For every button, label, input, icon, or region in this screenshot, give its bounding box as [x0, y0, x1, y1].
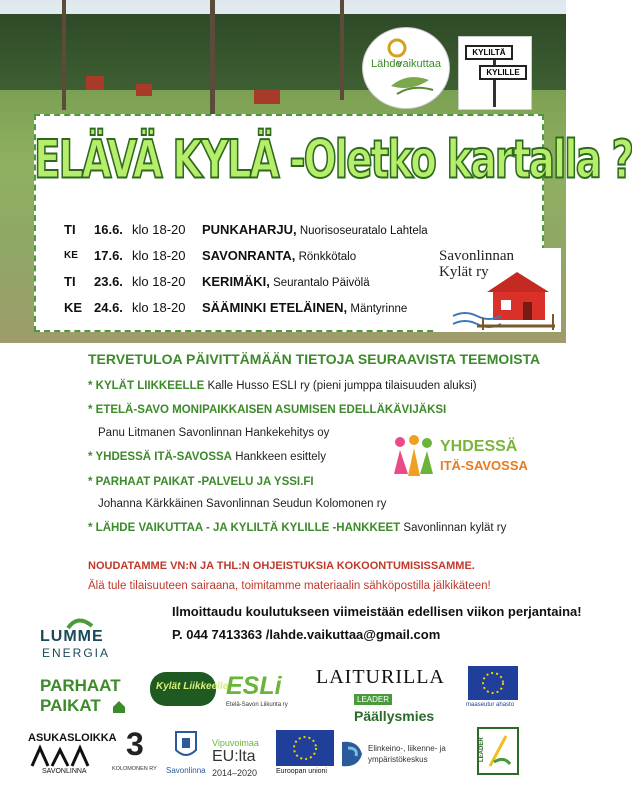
yhdessa-ita-savossa-logo [390, 434, 550, 480]
topic-text: Panu Litmanen Savonlinnan Hankekehitys oy [98, 427, 330, 439]
topic-line [98, 427, 329, 439]
event-time: klo 18-20 [132, 274, 186, 289]
registration-text: Ilmoittaudu koulutukseen viimeistään edellisen viikon perjantaina! [172, 604, 582, 619]
eu-flag-icon [464, 666, 522, 700]
welcome-heading: TERVETULOA PÄIVITTÄMÄÄN TIETOJA SEURAAVISTA TEEMOISTA [88, 351, 541, 367]
people-icon [390, 434, 436, 480]
topic-text: Johanna Kärkkäinen Savonlinnan Seudun Kolomonen ry [98, 498, 387, 510]
logo-text: Päällysmies [354, 708, 435, 724]
topic-text: Savonlinnan kylät ry [400, 522, 507, 534]
event-place: SÄÄMINKI ETELÄINEN, [202, 300, 348, 315]
event-row [56, 296, 456, 322]
kylat-liikkeelle-logo [150, 672, 229, 706]
logo-text: PARHAAT [40, 676, 121, 695]
logo-text: LUMME [40, 628, 104, 645]
event-day: KE [64, 250, 78, 261]
event-row [56, 270, 456, 296]
topic-title: * KYLÄT LIIKKEELLE [88, 380, 205, 392]
logo-text: SAVONLINNA [42, 768, 87, 775]
topic-text: Kalle Husso ESLI ry (pieni jumppa tilaisuuden aluksi) [204, 380, 477, 392]
logo-text: ITÄ-SAVOSSA [440, 458, 528, 473]
logo-text: ASUKASLOIKKA [28, 732, 117, 744]
kylilta-kylille-logo [458, 36, 532, 110]
event-row [56, 218, 456, 244]
topic-line [98, 498, 386, 510]
event-time: klo 18-20 [132, 248, 186, 263]
event-date: 24.6. [94, 300, 123, 315]
topic-line [88, 404, 446, 416]
logo-text: vaikuttaa [397, 58, 442, 70]
red-barn [254, 90, 280, 104]
savonlinna-city-logo [166, 730, 206, 778]
topic-line [88, 451, 326, 463]
logo-text: Etelä-Savon Liikunta ry [226, 702, 288, 708]
logo-text: EU:lta [212, 748, 256, 765]
eu-flag-icon [276, 730, 334, 766]
logo-text: KOLOMONEN RY [112, 766, 157, 772]
logo-text: LEADER [354, 694, 392, 705]
paallysmies-logo [354, 694, 454, 728]
logo-text: Elinkeino-, liikenne- ja [368, 744, 446, 753]
logo-text: maaseutur ahasto [466, 702, 515, 708]
parhaat-paikat-logo [40, 676, 132, 716]
logo-text: 3 [126, 726, 144, 762]
vipuvoimaa-logo [210, 738, 276, 784]
event-venue: Mäntyrinne [347, 303, 408, 315]
logo-text: YHDESSÄ [440, 438, 518, 455]
event-place: SAVONRANTA, [202, 248, 296, 263]
utility-pole [340, 0, 344, 100]
logo-text: Lähde [371, 58, 402, 70]
red-barn [136, 84, 152, 96]
logo-text: Kylät Liikkeelle [156, 681, 229, 692]
topic-line [88, 380, 477, 392]
event-day: TI [64, 222, 76, 237]
logo-text: PAIKAT [40, 696, 101, 715]
event-day: TI [64, 274, 76, 289]
sign-plate: KYLILTÄ [465, 45, 513, 60]
logo-text: Savonlinna [166, 766, 206, 775]
savonlinnan-kylat-logo [437, 248, 561, 332]
utility-pole [62, 0, 66, 110]
topic-line [88, 476, 314, 488]
logo-text: ESLi [226, 672, 282, 700]
logo-text: Vipuvoimaa [212, 738, 259, 748]
topic-text: Hankkeen esittely [232, 451, 326, 463]
event-place: KERIMÄKI, [202, 274, 270, 289]
ely-centre-logo [338, 738, 466, 776]
logo-text: Euroopan unioni [276, 768, 327, 775]
eu-rural-fund-logo [464, 666, 522, 710]
topic-line [88, 522, 506, 534]
topic-title: * PARHAAT PAIKAT -PALVELU JA YSSI.FI [88, 476, 314, 488]
house-icon [437, 248, 561, 332]
sign-plate: KYLILLE [479, 65, 527, 80]
asukasloikka-logo [24, 730, 117, 778]
ely-icon [338, 738, 366, 770]
covid-notice: NOUDATAMME VN:N JA THL:N OHJEISTUKSIA KOKOONTUMISISSAMME. [88, 560, 475, 572]
topic-title: * ETELÄ-SAVO MONIPAIKKAISEN ASUMISEN EDELLÄKÄVIJÄKSI [88, 404, 447, 416]
sign-post [493, 55, 496, 107]
red-barn [86, 76, 104, 90]
event-place: PUNKAHARJU, [202, 222, 297, 237]
logo-text: ympäristökeskus [368, 755, 428, 764]
lumme-energia-logo [40, 614, 116, 662]
logo-text: Savonlinnan [439, 248, 514, 264]
page-title: ELÄVÄ KYLÄ -Oletko kartalla ? [34, 130, 632, 191]
topic-title: * LÄHDE VAIKUTTAA - JA KYLILTÄ KYLILLE -HANKKEET [88, 522, 401, 534]
event-date: 23.6. [94, 274, 123, 289]
event-venue: Seurantalo Päivölä [269, 277, 370, 289]
utility-pole [210, 0, 215, 120]
logo-text: LEADER [479, 737, 485, 762]
event-list [56, 218, 456, 322]
event-day: KE [64, 300, 83, 315]
laiturilla-logo [316, 666, 456, 690]
event-date: 16.6. [94, 222, 123, 237]
figures-icon [24, 746, 100, 766]
event-venue: Rönkkötalo [295, 251, 357, 263]
eu-logo [276, 730, 334, 786]
sickness-notice: Älä tule tilaisuuteen sairaana, toimitamme materiaalin sähköpostilla jälkikäteen! [88, 580, 491, 592]
coat-of-arms-icon [174, 730, 198, 762]
event-date: 17.6. [94, 248, 123, 263]
topic-title: * YHDESSÄ ITÄ-SAVOSSA [88, 451, 232, 463]
logo-text: ENERGIA [42, 646, 111, 660]
kolomonen-logo [112, 726, 164, 776]
lahde-vaikuttaa-logo [362, 27, 450, 109]
event-time: klo 18-20 [132, 222, 186, 237]
esli-logo [226, 672, 302, 712]
home-icon [112, 700, 126, 714]
logo-text: Kylät ry [439, 264, 489, 280]
event-venue: Nuorisoseuratalo Lahtela [296, 225, 428, 237]
event-time: klo 18-20 [132, 300, 186, 315]
logo-text: 2014–2020 [212, 768, 258, 778]
logo-text: LAITURILLA [316, 666, 445, 688]
event-row [56, 244, 456, 270]
contact-info: P. 044 7413363 /lahde.vaikuttaa@gmail.com [172, 627, 441, 642]
leader-logo [476, 726, 520, 776]
